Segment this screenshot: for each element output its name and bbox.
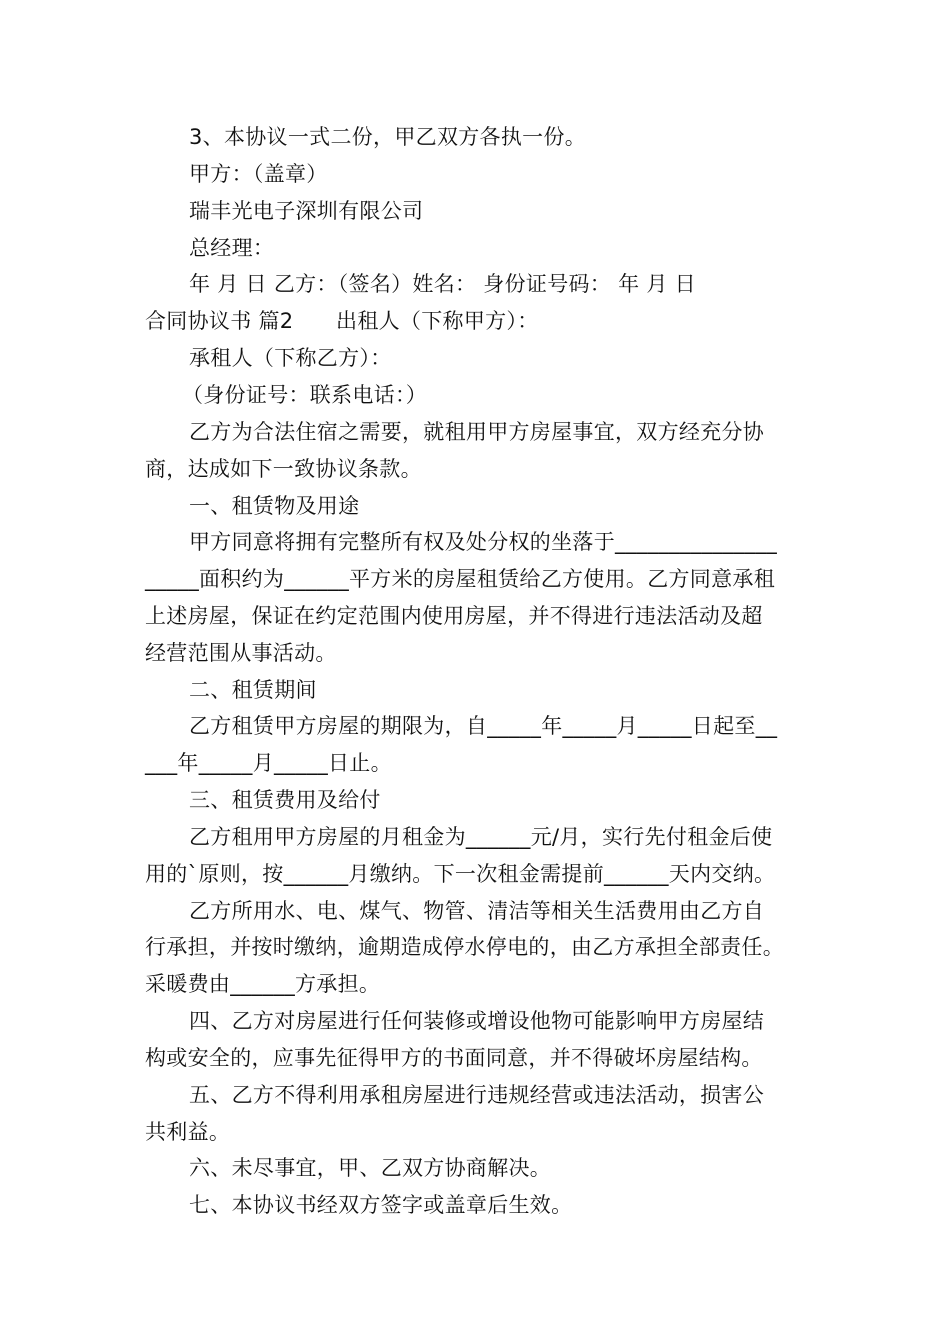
clause-four: 四、乙方对房屋进行任何装修或增设他物可能影响甲方房屋结 (189, 1009, 765, 1033)
clause-copies: 3、本协议一式二份，甲乙双方各执一份。 (189, 125, 587, 149)
paragraph-line: 乙方租赁甲方房屋的期限为，自_____年_____月_____日起至__ (189, 714, 778, 738)
paragraph-line: 乙方租用甲方房屋的月租金为______元/月，实行先付租金后使 (189, 825, 773, 849)
clause-six: 六、未尽事宜，甲、乙双方协商解决。 (189, 1156, 552, 1180)
clause-seven: 七、本协议书经双方签字或盖章后生效。 (189, 1193, 573, 1217)
section-heading-lessor: 合同协议书 篇2 出租人（下称甲方）： (145, 309, 539, 333)
general-manager: 总经理： (189, 236, 275, 260)
paragraph-line: ___年_____月_____日止。 (145, 751, 392, 775)
lessee: 承租人（下称乙方）： (189, 346, 392, 370)
clause-five: 五、乙方不得利用承租房屋进行违规经营或违法活动，损害公 (189, 1083, 765, 1107)
id-phone: （身份证号：联系电话：） (182, 383, 428, 407)
paragraph-line: 乙方为合法住宿之需要，就租用甲方房屋事宜，双方经充分协 (189, 420, 765, 444)
paragraph-line: 经营范围从事活动。 (145, 641, 337, 665)
heading-lease-period: 二、租赁期间 (189, 678, 317, 702)
paragraph-line: 甲方同意将拥有完整所有权及处分权的坐落于_______________ (189, 530, 777, 554)
paragraph-line: 行承担，并按时缴纳，逾期造成停水停电的，由乙方承担全部责任。 (145, 935, 784, 959)
heading-lease-object: 一、租赁物及用途 (189, 494, 360, 518)
paragraph-line: 乙方所用水、电、煤气、物管、清洁等相关生活费用由乙方自 (189, 899, 765, 923)
party-a-seal: 甲方：（盖章） (189, 162, 328, 186)
signature-line: 年 月 日 乙方：（签名）姓名： 身份证号码： 年 月 日 (189, 272, 696, 296)
company-name: 瑞丰光电子深圳有限公司 (189, 199, 424, 223)
paragraph-line: 商，达成如下一致协议条款。 (145, 457, 422, 481)
paragraph-line: 用的`原则，按______月缴纳。下一次租金需提前______天内交纳。 (145, 862, 776, 886)
paragraph-line: 共利益。 (145, 1120, 231, 1144)
paragraph-line: _____面积约为______平方米的房屋租赁给乙方使用。乙方同意承租 (145, 567, 775, 591)
paragraph-line: 构或安全的，应事先征得甲方的书面同意，并不得破坏房屋结构。 (145, 1046, 763, 1070)
heading-rent-payment: 三、租赁费用及给付 (189, 788, 381, 812)
paragraph-line: 上述房屋，保证在约定范围内使用房屋，并不得进行违法活动及超 (145, 604, 763, 628)
paragraph-line: 采暖费由______方承担。 (145, 972, 381, 996)
